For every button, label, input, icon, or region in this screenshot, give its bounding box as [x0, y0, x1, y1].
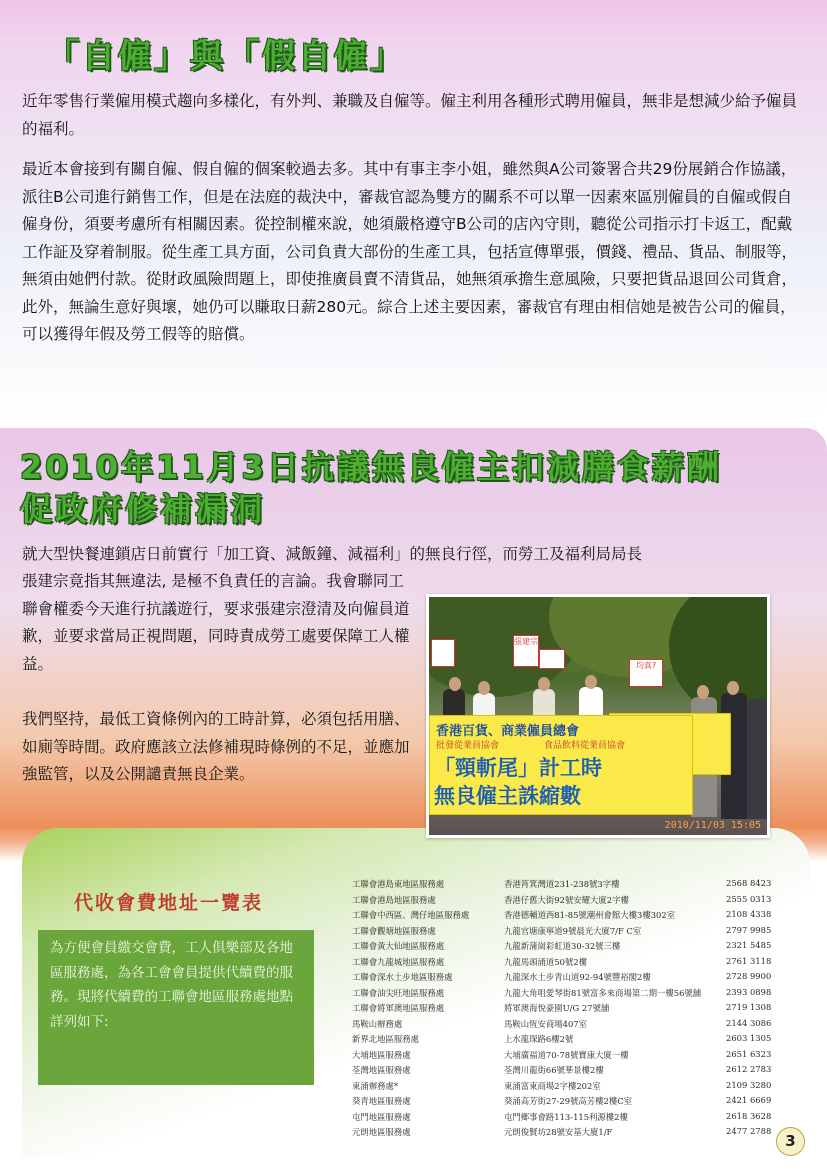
table-row [352, 894, 782, 910]
office-name: 東涌辦務處* [352, 1080, 399, 1091]
protest-banner-slogan-2: 無良僱主誅縮數 [434, 784, 581, 808]
table-row [352, 909, 782, 925]
office-name: 工聯會將軍澳地區服務處 [352, 1003, 445, 1013]
article-paragraph: 我們堅持，最低工資條例內的工時計算，必須包括用膳、如廁等時間。政府應該立法修補現時條例的不足，並應加強監管，以及公開譴責無良企業。 [22, 710, 410, 783]
table-row [352, 1002, 782, 1018]
article-paragraph: 最近本會接到有關自僱、假自僱的個案較過去多。其中有事主李小姐，雖然與A公司簽署合共29份展銷合作協議，派往B公司進行銷售工作，但是在法庭的裁決中，審裁官認為雙方的關系不可以單一因素來區別僱員的自僱或假自僱身份，須要考慮所有相關因素。從控制權來說，她須嚴格遵守B公司的店內守則，聽從公司指示打卡返工，配戴工作証及穿着制服。從生產工具方面，公司負責大部份的生產工具，包括宣傳單張，價錢、禮品、貨品、制服等，無須由她們付款。從財政風險問題上，即使推廣員賣不清貨品，她無須承擔生意風險，只要把貨品退回公司貨倉，此外，無論生意好與壞，她仍可以賺取日薪280元。綜合上述主要因素，審裁官有理由相信她是被告公司的僱員，可以獲得年假及勞工假等的賠償。 [22, 160, 798, 343]
office-phone: 2728 9900 [726, 971, 772, 981]
office-address: 上水龍琛路6樓2號 [504, 1034, 574, 1044]
article-paragraph: 張建宗竟指其無違法, 是極不負責任的言論。我會聯同工聯會權委今天進行抗議遊行，要求張建宗澄清及向僱員道歉，並要求當局正視問題，同時責成勞工處要保障工人權益。 [22, 572, 410, 673]
office-address: 香港筲箕灣道231-238號3字樓 [504, 879, 620, 889]
office-name: 荃灣地區服務處 [352, 1065, 411, 1075]
table-row [352, 987, 782, 1003]
office-address: 將軍澳海悅豪園U/G 27號舖 [504, 1003, 610, 1013]
office-phone: 2618 3628 [726, 1110, 772, 1121]
address-intro-box [38, 930, 314, 1085]
article-paragraph: 近年零售行業僱用模式趨向多樣化，有外判、兼職及自僱等。僱主利用各種形式聘用僱員，無非是想減少給予僱員的福利。 [22, 92, 798, 138]
office-address: 九龍深水土步青山道92-94號豐裕閣2樓 [504, 972, 651, 982]
table-row [352, 940, 782, 956]
office-phone: 2393 0898 [726, 986, 772, 997]
protester-head [585, 675, 597, 689]
office-phone: 2421 6669 [726, 1095, 772, 1105]
address-intro-text: 為方便會員繳交會費，工人俱樂部及各地區服務處，為各工會會員提供代續費的服務。現將代續費的工聯會地區服務處地點詳列如下: [50, 940, 293, 1030]
address-table [352, 878, 782, 1142]
table-row [352, 1064, 782, 1080]
office-name: 工聯會中西區、灣仔地區服務處 [352, 910, 470, 920]
office-name: 葵青地區服務處 [352, 1096, 411, 1106]
office-phone: 2568 8423 [726, 878, 772, 888]
protest-photo-image [429, 597, 767, 835]
office-address: 香港仔舊大街92號安耀大廈2字樓 [504, 894, 629, 905]
office-name: 大埔地區服務處 [352, 1049, 411, 1060]
office-name: 工聯會觀塘地區服務處 [352, 925, 436, 936]
office-name: 元朗地區服務處 [352, 1127, 411, 1137]
protest-placard: 張建宗 [513, 635, 539, 667]
office-address: 葵涌高芳街27-29號高芳樓2樓C室 [504, 1096, 633, 1106]
office-phone: 2555 0313 [726, 893, 772, 904]
table-row [352, 971, 782, 987]
table-row [352, 1049, 782, 1065]
protest-placard [431, 639, 455, 667]
office-address: 荃灣川龍街66號華景樓2樓 [504, 1065, 604, 1075]
office-name: 新界北地區服務處 [352, 1034, 419, 1044]
article-paragraph-lead: 就大型快餐連鎖店日前實行「加工資、減飯鐘、減福利」的無良行徑，而勞工及福利局局長 [22, 545, 643, 563]
office-address: 屯門鄉事會路113-115利源樓2樓 [504, 1111, 628, 1122]
page-number: 3 [776, 1127, 805, 1156]
office-phone: 2108 4338 [726, 909, 772, 919]
office-address: 大埔廣福道70-78號寶康大廈一樓 [504, 1049, 629, 1060]
office-phone: 2612 2783 [726, 1064, 772, 1074]
protest-placard [539, 649, 565, 669]
protest-photo [426, 594, 770, 838]
article-title-protest-line1: 2010年11月3日抗議無良僱主扣減膳食薪酬 [20, 448, 722, 486]
office-address: 九龍大角咀愛琴街81號富多來商場第二期一樓56號舖 [504, 987, 702, 998]
office-address: 九龍官塘康寧道9號晨光大廈7/F C室 [504, 925, 642, 936]
office-name: 馬鞍山辦務處 [352, 1018, 403, 1029]
office-name: 屯門地區服務處 [352, 1111, 411, 1122]
office-phone: 2797 9985 [726, 924, 772, 935]
table-row [352, 1018, 782, 1034]
protest-banner-associations: 批發從業員協會 食品飲料從業員協會 [436, 741, 626, 751]
office-address: 香港德輔道西81-85號潮州會館大樓3樓302室 [504, 910, 676, 920]
office-address: 馬鞍山恆安商場407室 [504, 1018, 587, 1029]
protester-head [478, 681, 490, 695]
office-phone: 2603 1305 [726, 1033, 772, 1043]
office-phone: 2109 3280 [726, 1079, 772, 1090]
table-row [352, 878, 782, 894]
table-row [352, 1126, 782, 1142]
office-name: 工聯會港島地區服務處 [352, 894, 436, 905]
office-address: 東涌富東商場2字樓202室 [504, 1080, 601, 1091]
protest-banner-slogan-1: 「頸斬尾」計工時 [434, 756, 602, 780]
protester-head [697, 685, 709, 699]
office-phone: 2719 1308 [726, 1002, 772, 1012]
office-phone: 2651 6323 [726, 1048, 772, 1059]
table-row [352, 925, 782, 941]
address-list-title: 代收會費地址一覽表 [74, 892, 264, 914]
office-name: 工聯會黃大仙地區服務處 [352, 941, 445, 951]
office-phone: 2477 2788 [726, 1126, 772, 1136]
office-address: 九龍新蒲崗彩虹道30-32號三樓 [504, 941, 621, 951]
office-name: 工聯會油尖旺地區服務處 [352, 987, 445, 998]
office-address: 元朗俊賢坊28號安基大廈1/F [504, 1127, 613, 1137]
article-title-self-employment: 「自僱」與「假自僱」 [46, 36, 406, 75]
protester [747, 699, 767, 819]
protest-placard: 均真? [629, 659, 663, 687]
protester-head [538, 677, 550, 691]
office-name: 工聯會港島東地區服務處 [352, 879, 445, 889]
table-row [352, 1111, 782, 1127]
office-phone: 2144 3086 [726, 1017, 772, 1028]
protest-banner [429, 715, 693, 815]
office-phone: 2321 5485 [726, 940, 772, 950]
table-row [352, 1080, 782, 1096]
protester-head [449, 677, 461, 691]
table-row [352, 956, 782, 972]
table-row [352, 1095, 782, 1111]
office-name: 工聯會深水土步地區服務處 [352, 972, 453, 982]
table-row [352, 1033, 782, 1049]
office-name: 工聯會九龍城地區服務處 [352, 956, 445, 967]
protester-head [727, 681, 739, 695]
office-address: 九龍馬頭涌道50號2樓 [504, 956, 587, 967]
protest-banner-org: 香港百貨、商業僱員總會 [436, 724, 580, 739]
office-phone: 2761 3118 [726, 955, 772, 966]
article-title-protest-line2: 促政府修補漏洞 [20, 490, 266, 528]
photo-timestamp: 2010/11/03 15:05 [664, 820, 761, 831]
